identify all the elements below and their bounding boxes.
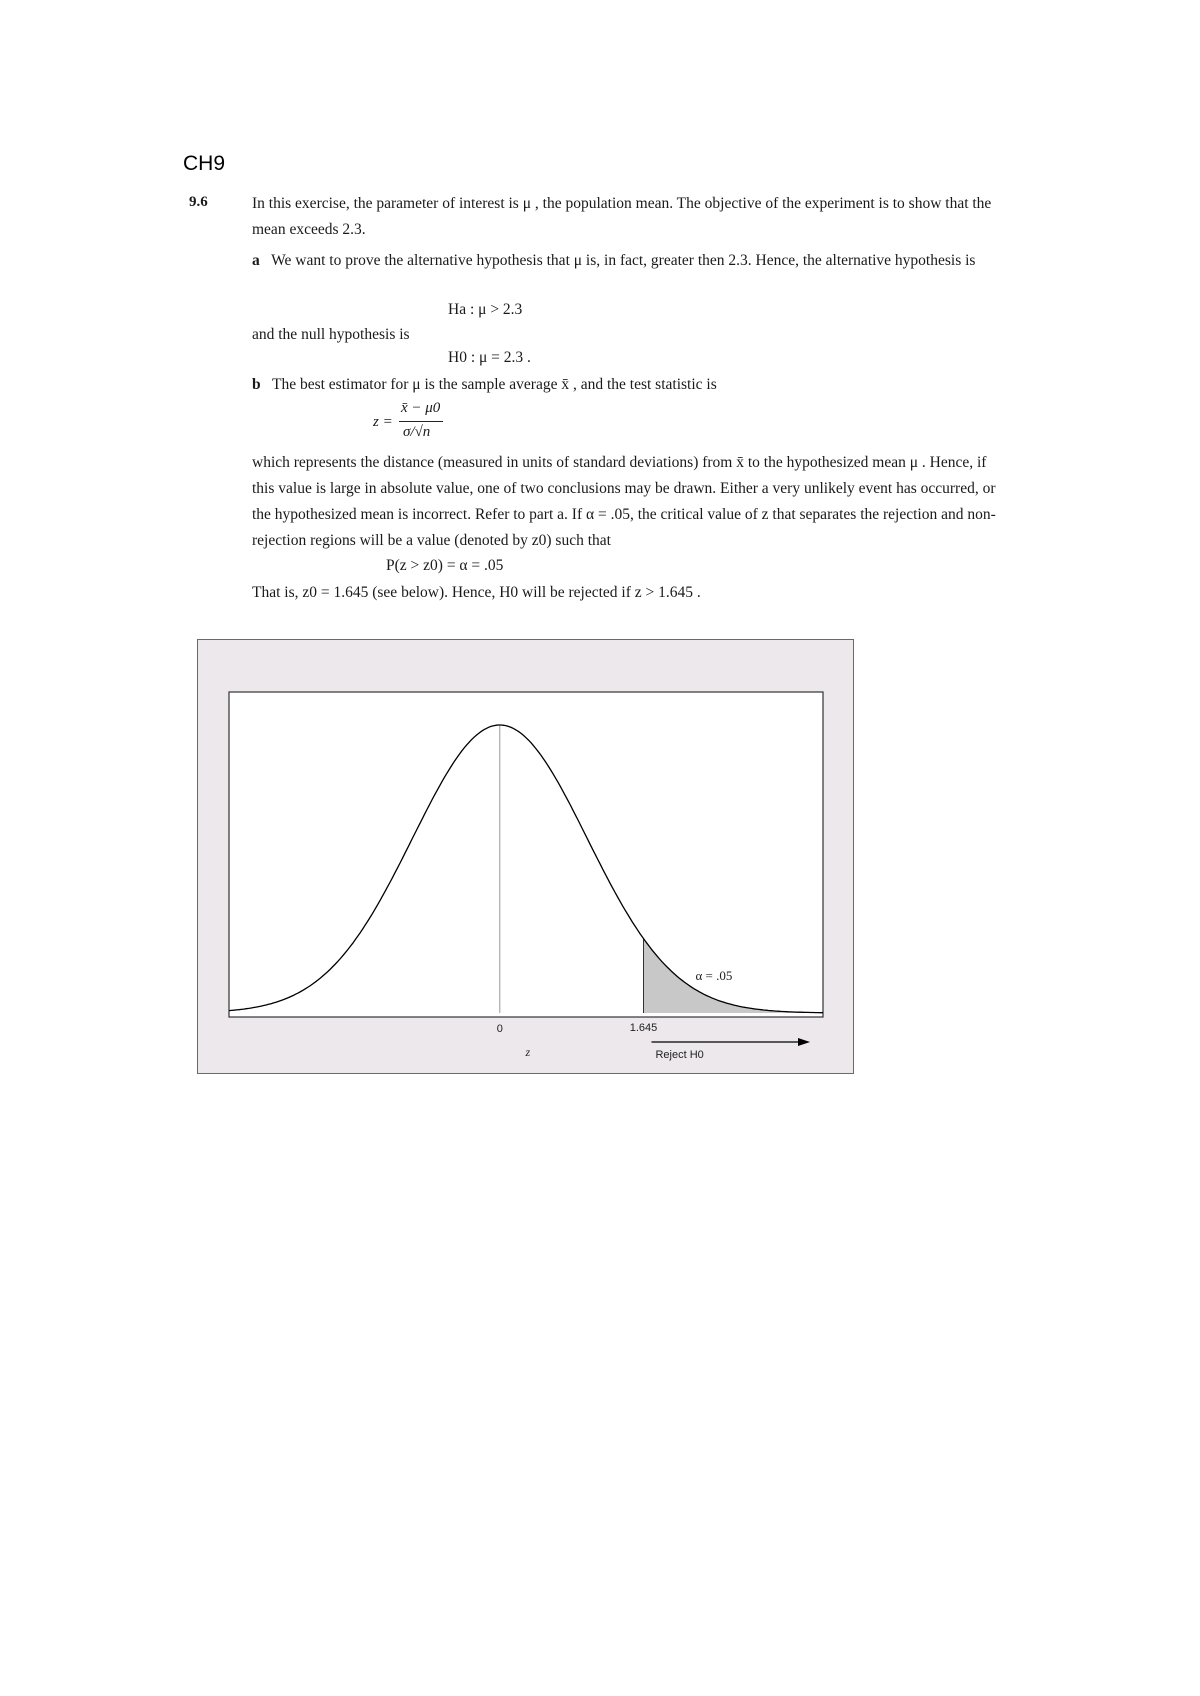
- tick-label-0: 0: [496, 1023, 503, 1035]
- fraction-bar: [399, 421, 443, 422]
- null-hypothesis: H0 : μ = 2.3 .: [448, 349, 531, 366]
- question-number: 9.6: [189, 194, 208, 210]
- null-hypothesis-intro: and the null hypothesis is: [252, 326, 410, 343]
- reject-region-label: Reject H0: [655, 1049, 704, 1061]
- question-intro: In this exercise, the parameter of interest is μ , the population mean. The objective of the experiment is to show that the mean exceeds 2.3.: [252, 195, 992, 238]
- part-b-paragraph: [252, 372, 1004, 398]
- formula-numerator: x̄ − μ0: [401, 400, 441, 416]
- alpha-annotation: α = .05: [695, 968, 733, 983]
- formula-denominator: σ/√n: [403, 424, 431, 440]
- part-a-paragraph: [252, 248, 1004, 274]
- probability-equation: P(z > z0) = α = .05: [386, 557, 504, 574]
- test-statistic-formula: [373, 400, 483, 450]
- plot-area: [229, 692, 823, 1017]
- chapter-heading: CH9: [183, 152, 226, 175]
- part-b-label: b: [252, 376, 261, 393]
- normal-curve-chart: [198, 640, 855, 1075]
- x-axis-label: z: [525, 1045, 531, 1059]
- normal-distribution-figure: [197, 639, 854, 1074]
- tick-label-critical: 1.645: [629, 1022, 658, 1034]
- part-b-text: The best estimator for μ is the sample average x̄ , and the test statistic is: [271, 376, 717, 393]
- reject-arrowhead: [798, 1038, 810, 1046]
- test-statistic-explanation: which represents the distance (measured in units of standard deviations) from x̄ to the hypothesized mean μ . Hence, if this value is large in absolute value, one of two conclusions may be drawn. Either a very unlikely event has occurred, or the hypothesized mean is incorrect. Refer to part a. If α = .05, the critical value of z that separates the rejection and non-rejection regions will be a value (denoted by z0) such that: [252, 454, 996, 549]
- conclusion-text: That is, z0 = 1.645 (see below). Hence, H0 will be rejected if z > 1.645 .: [252, 584, 701, 601]
- part-a-label: a: [252, 252, 260, 269]
- formula-lhs: z =: [373, 414, 393, 430]
- alternative-hypothesis: Ha : μ > 2.3: [448, 301, 523, 318]
- part-a-text: We want to prove the alternative hypothesis that μ is, in fact, greater then 2.3. Hence, the alternative hypothesis is: [271, 252, 976, 269]
